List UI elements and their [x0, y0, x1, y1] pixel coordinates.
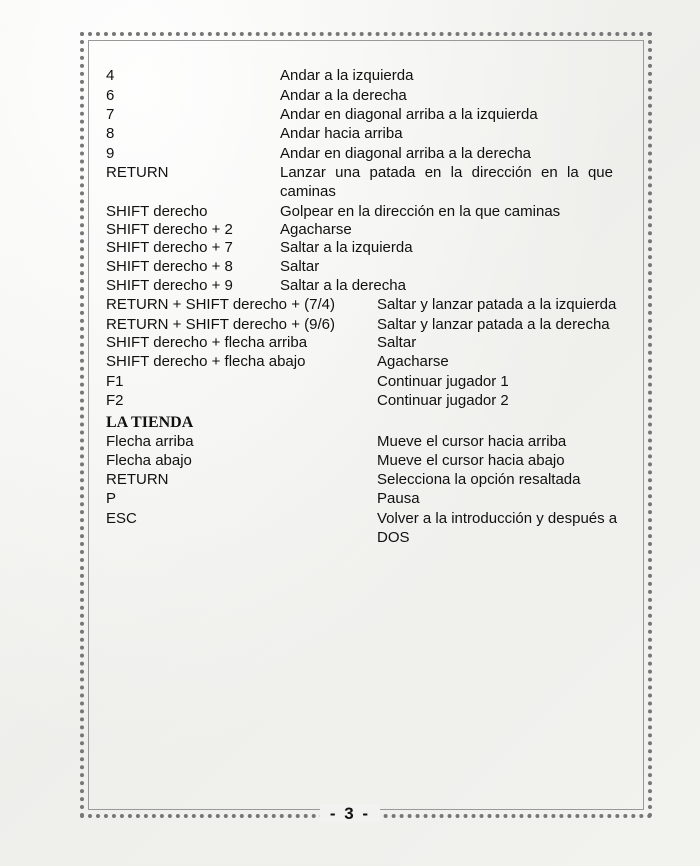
control-key: F1 [106, 373, 124, 390]
tienda-action: Mueve el cursor hacia abajo [377, 452, 565, 469]
tienda-action: Volver a la introducción y después a DOS [377, 510, 618, 546]
page-number [0, 804, 700, 824]
control-action: Saltar a la derecha [280, 277, 406, 294]
tienda-key: Flecha abajo [106, 452, 192, 469]
control-action: Andar a la derecha [280, 87, 407, 104]
control-action: Andar a la izquierda [280, 67, 414, 84]
control-action: Agacharse [377, 353, 449, 370]
control-key: RETURN [106, 164, 169, 181]
tienda-key: Flecha arriba [106, 433, 194, 450]
control-action: Continuar jugador 1 [377, 373, 509, 390]
control-key: F2 [106, 392, 124, 409]
control-action: Golpear en la dirección en la que caminas [280, 203, 561, 220]
control-key: 8 [106, 125, 115, 142]
tienda-key: RETURN [106, 471, 169, 488]
control-key: SHIFT derecho + 9 [106, 277, 233, 294]
tienda-action: Pausa [377, 490, 420, 507]
control-key: SHIFT derecho + 2 [106, 221, 233, 238]
control-key: SHIFT derecho + 7 [106, 239, 233, 256]
section-title-tienda: LA TIENDA [106, 414, 194, 431]
control-action: Saltar a la izquierda [280, 239, 413, 256]
control-key: SHIFT derecho + 8 [106, 258, 233, 275]
control-key: SHIFT derecho + flecha arriba [106, 334, 308, 351]
control-key: RETURN + SHIFT derecho + (7/4) [106, 296, 335, 313]
tienda-action: Selecciona la opción resaltada [377, 471, 581, 488]
control-key: 4 [106, 67, 115, 84]
control-key: 6 [106, 87, 115, 104]
tienda-key: ESC [106, 510, 137, 527]
control-action: Andar hacia arriba [280, 125, 403, 142]
tienda-action: Mueve el cursor hacia arriba [377, 433, 567, 450]
control-action: Andar en diagonal arriba a la derecha [280, 145, 532, 162]
control-key: 7 [106, 106, 115, 123]
control-key: SHIFT derecho [106, 203, 208, 220]
tienda-key: P [106, 490, 117, 507]
control-action: Continuar jugador 2 [377, 392, 509, 409]
control-action: Lanzar una patada en la dirección en la que caminas [280, 164, 613, 200]
control-key: RETURN + SHIFT derecho + (9/6) [106, 316, 335, 333]
control-action: Saltar [280, 258, 320, 275]
control-action: Saltar [377, 334, 417, 351]
control-action: Agacharse [280, 221, 352, 238]
control-action: Andar en diagonal arriba a la izquierda [280, 106, 538, 123]
control-key: SHIFT derecho + flecha abajo [106, 353, 306, 370]
control-action: Saltar y lanzar patada a la derecha [377, 316, 610, 333]
control-key: 9 [106, 145, 115, 162]
page-number-text: - 3 - [320, 804, 380, 823]
control-action: Saltar y lanzar patada a la izquierda [377, 296, 617, 313]
